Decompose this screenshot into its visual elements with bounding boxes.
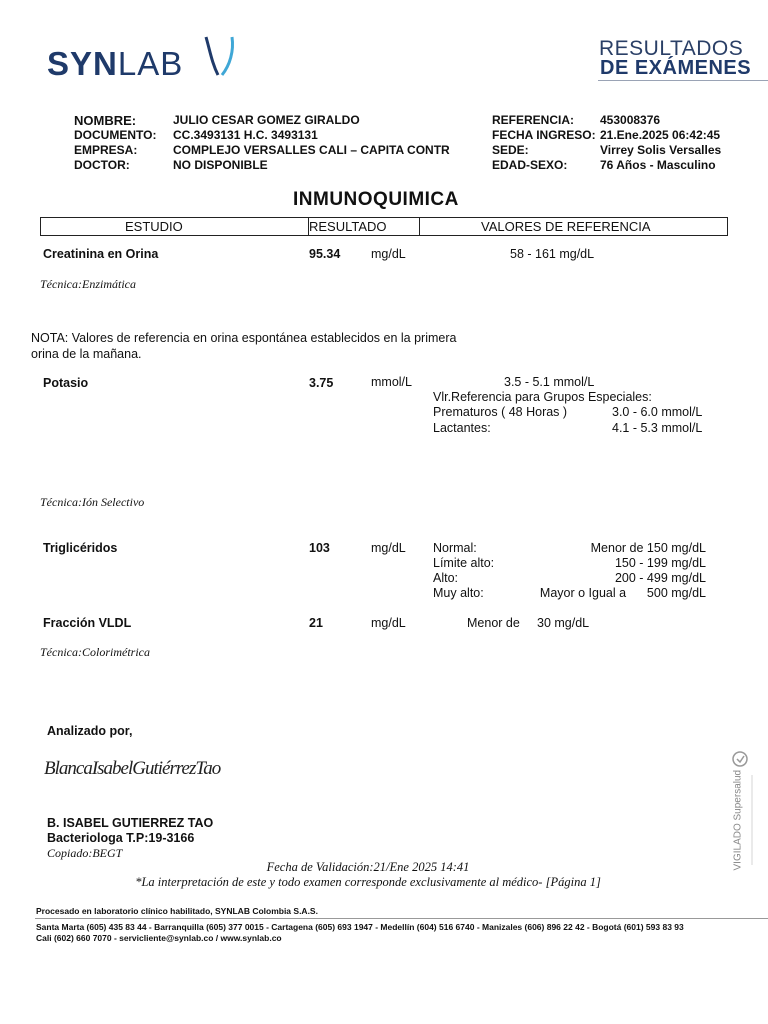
potasio-lact-value: 4.1 - 5.3 mmol/L	[612, 421, 703, 435]
vldl-name: Fracción VLDL	[43, 616, 132, 630]
logo-syn: SYN	[47, 45, 118, 82]
referencia-value: 453008376	[600, 113, 661, 127]
header-divider	[598, 80, 768, 81]
trigliceridos-normal-value: Menor de 150 mg/dL	[590, 541, 706, 555]
nombre-value: JULIO CESAR GOMEZ GIRALDO	[173, 113, 360, 127]
sede-value: Virrey Solis Versalles	[600, 143, 722, 157]
empresa-label: EMPRESA:	[74, 143, 138, 157]
doctor-value: NO DISPONIBLE	[173, 158, 268, 172]
trigliceridos-limite-value: 150 - 199 mg/dL	[614, 556, 706, 570]
header-divider-2	[419, 218, 420, 235]
vigilado-text: VIGILADO Supersalud	[732, 769, 744, 871]
potasio-ref-special: Vlr.Referencia para Grupos Especiales:	[433, 390, 652, 404]
trigliceridos-unit: mg/dL	[371, 541, 406, 555]
signer-title: Bacteriologa T.P:19-3166	[47, 831, 195, 845]
potasio-tecnica: Técnica:Ión Selectivo	[40, 495, 145, 509]
analizado-label: Analizado por,	[47, 724, 133, 738]
nombre-label: NOMBRE:	[74, 113, 137, 128]
trigliceridos-alto-label: Alto:	[433, 571, 459, 585]
trigliceridos-alto-value: 200 - 499 mg/dL	[614, 571, 706, 585]
interpretation-note: *La interpretación de este y todo examen corresponde exclusivamente al médico- [Página 1]	[135, 875, 601, 889]
potasio-ref-main: 3.5 - 5.1 mmol/L	[504, 375, 595, 389]
synlab-logo	[47, 45, 183, 83]
creatinina-ref: 58 - 161 mg/dL	[510, 247, 595, 261]
vigilado-seal	[728, 745, 758, 870]
header-estudio: ESTUDIO	[125, 219, 183, 234]
validation-date: Fecha de Validación:21/Ene 2025 14:41	[266, 860, 470, 874]
documento-value: CC.3493131 H.C. 3493131	[173, 128, 318, 142]
referencia-label: REFERENCIA:	[492, 113, 575, 127]
creatinina-tecnica: Técnica:Enzimática	[40, 277, 136, 291]
creatinina-unit: mg/dL	[371, 247, 406, 261]
vldl-unit: mg/dL	[371, 616, 406, 630]
trigliceridos-muyalto-label: Muy alto:	[433, 586, 484, 600]
edad-label: EDAD-SEXO:	[492, 158, 568, 172]
footer-contacts-line1: Santa Marta (605) 435 83 44 - Barranquilla (605) 377 0015 - Cartagena (605) 693 1947 - Medellín (604) 516 6740 - Manizales (606) 896 22 42 - Bogotá (601) 593 83 93	[36, 922, 684, 932]
potasio-prem-value: 3.0 - 6.0 mmol/L	[612, 405, 703, 419]
trigliceridos-result: 103	[309, 541, 330, 555]
signer-name: B. ISABEL GUTIERREZ TAO	[47, 816, 214, 830]
handwritten-signature: BlancaIsabelGutiérrezTao	[44, 758, 221, 779]
vldl-tecnica: Técnica:Colorimétrica	[40, 645, 150, 659]
potasio-prem-label: Prematuros ( 48 Horas )	[433, 405, 568, 419]
fecha-label: FECHA INGRESO:	[492, 128, 596, 142]
results-title-line1: RESULTADOS	[599, 37, 744, 60]
results-table-header	[40, 217, 728, 236]
edad-value: 76 Años - Masculino	[600, 158, 716, 172]
vldl-ref-value: 30 mg/dL	[537, 616, 590, 630]
doctor-label: DOCTOR:	[74, 158, 130, 172]
trigliceridos-limite-label: Límite alto:	[433, 556, 495, 570]
trigliceridos-name: Triglicéridos	[43, 541, 118, 555]
empresa-value: COMPLEJO VERSALLES CALI – CAPITA CONTR	[173, 143, 450, 157]
trigliceridos-normal-label: Normal:	[433, 541, 477, 555]
vldl-ref-label: Menor de	[467, 616, 520, 630]
trigliceridos-muyalto-value: Mayor o Igual a 500 mg/dL	[539, 586, 706, 600]
creatinina-name: Creatinina en Orina	[43, 247, 159, 261]
footer-contacts-line2: Cali (602) 660 7070 - servicliente@synlab.co / www.synlab.co	[36, 933, 282, 943]
potasio-name: Potasio	[43, 376, 89, 390]
processed-text: Procesado en laboratorio clínico habilitado, SYNLAB Colombia S.A.S.	[36, 906, 318, 916]
potasio-lact-label: Lactantes:	[433, 421, 491, 435]
creatinina-result: 95.34	[309, 247, 341, 261]
potasio-unit: mmol/L	[371, 375, 412, 389]
section-title: INMUNOQUIMICA	[293, 189, 459, 210]
fecha-value: 21.Ene.2025 06:42:45	[600, 128, 721, 142]
logo-lab: LAB	[117, 45, 184, 82]
vldl-result: 21	[309, 616, 323, 630]
nota-text: NOTA: Valores de referencia en orina espontánea establecidos en la primera orina de la mañana.	[31, 331, 457, 361]
results-title-line2: DE EXÁMENES	[600, 57, 752, 79]
header-resultado: RESULTADO	[309, 219, 387, 234]
potasio-result: 3.75	[309, 376, 334, 390]
footer-divider	[35, 918, 768, 919]
sede-label: SEDE:	[492, 143, 529, 157]
synlab-mark-icon	[200, 35, 238, 79]
header-valores: VALORES DE REFERENCIA	[481, 219, 651, 234]
documento-label: DOCUMENTO:	[74, 128, 157, 142]
copiado-text: Copiado:BEGT	[47, 846, 123, 860]
